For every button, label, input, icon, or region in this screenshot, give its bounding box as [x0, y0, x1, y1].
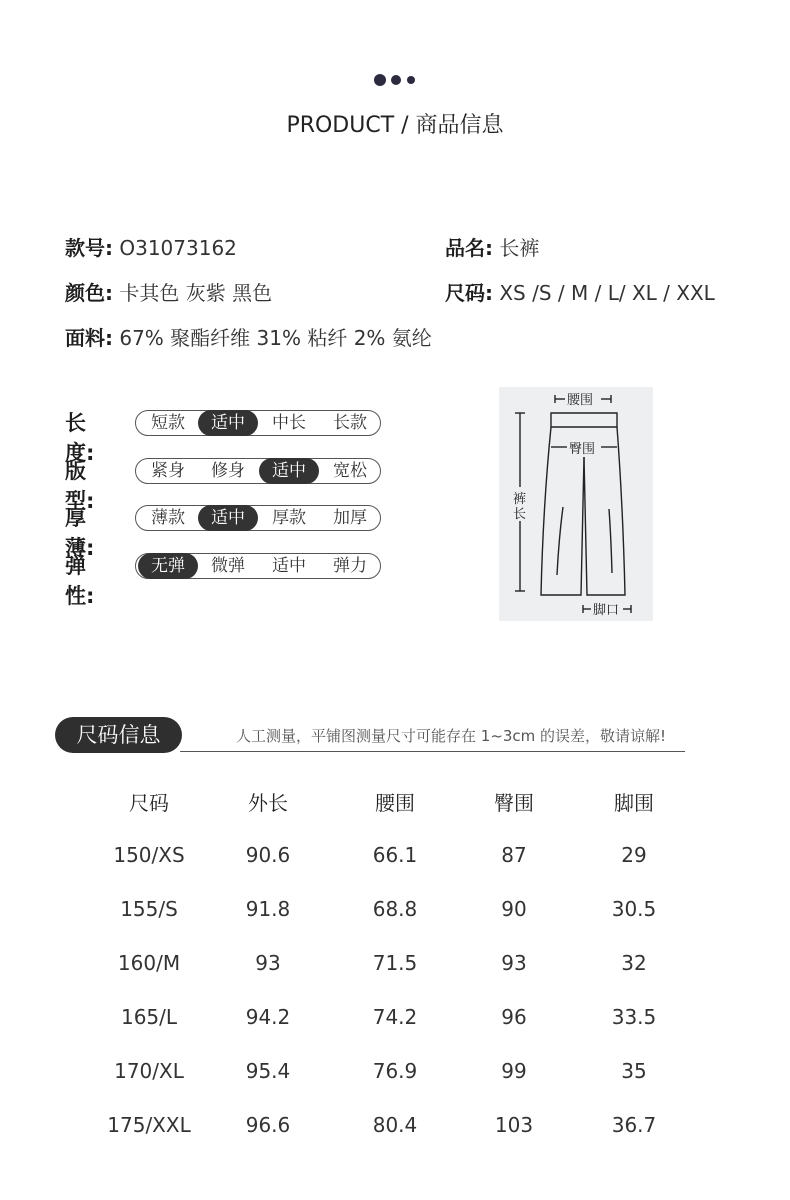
- option-scale: [135, 505, 381, 531]
- size-row: [445, 277, 715, 306]
- option-regular-selected: 适中: [259, 458, 319, 484]
- option-extra-thick: 加厚: [333, 508, 367, 528]
- length-label-top: 裤: [513, 492, 527, 507]
- style-number-label: 款号:: [65, 236, 113, 260]
- decorative-dots: [374, 73, 418, 87]
- option-thick: 厚款: [272, 508, 306, 528]
- option-short: 短款: [151, 413, 185, 433]
- cell-waist: 76.9: [372, 1059, 418, 1083]
- header-hem: 脚围: [614, 790, 654, 815]
- dot-icon: [391, 75, 401, 85]
- cell-size: 170/XL: [114, 1059, 184, 1083]
- cell-size: 150/XS: [113, 843, 185, 867]
- size-section-title: 尺码信息: [55, 717, 182, 753]
- cell-waist: 74.2: [372, 1005, 418, 1029]
- color-value: 卡其色 灰紫 黑色: [119, 281, 273, 305]
- cell-waist: 71.5: [372, 951, 418, 975]
- option-slim: 修身: [211, 461, 245, 481]
- fabric-value: 67% 聚酯纤维 31% 粘纤 2% 氨纶: [119, 326, 432, 350]
- cell-length: 95.4: [245, 1059, 291, 1083]
- cell-hem: 33.5: [611, 1005, 657, 1029]
- style-number-row: [65, 232, 237, 261]
- fabric-row: [65, 322, 432, 351]
- dot-icon: [374, 74, 386, 86]
- cell-hip: 103: [494, 1113, 534, 1137]
- option-medium-selected: 适中: [198, 505, 258, 531]
- header-length: 外长: [248, 790, 288, 815]
- header-size: 尺码: [129, 790, 169, 815]
- option-mid-long: 中长: [272, 413, 306, 433]
- pants-measurement-diagram: [499, 387, 653, 621]
- option-loose: 宽松: [333, 461, 367, 481]
- hem-label: 脚口: [593, 603, 620, 618]
- waist-label: 腰围: [567, 393, 594, 408]
- option-medium-selected: 适中: [198, 410, 258, 436]
- page-title: PRODUCT / 商品信息: [286, 113, 504, 138]
- option-slight-stretch: 微弹: [211, 556, 245, 576]
- cell-waist: 68.8: [372, 897, 418, 921]
- pants-sketch-icon: [499, 387, 653, 621]
- cell-size: 175/XXL: [107, 1113, 191, 1137]
- cell-waist: 66.1: [372, 843, 418, 867]
- size-table: [90, 774, 702, 1152]
- measurement-note: 人工测量，平铺图测量尺寸可能存在 1~3cm 的误差，敬请谅解!: [236, 727, 667, 745]
- cell-hem: 29: [621, 843, 647, 867]
- option-stretch: 弹力: [333, 556, 367, 576]
- cell-hip: 87: [501, 843, 527, 867]
- cell-hip: 93: [501, 951, 527, 975]
- length-label-bottom: 长: [513, 507, 527, 522]
- option-tight: 紧身: [151, 461, 185, 481]
- section-divider: [180, 751, 685, 752]
- size-value: XS /S / M / L/ XL / XXL: [499, 281, 715, 305]
- cell-hip: 96: [501, 1005, 527, 1029]
- cell-length: 91.8: [245, 897, 291, 921]
- cell-length: 94.2: [245, 1005, 291, 1029]
- option-scale: [135, 410, 381, 436]
- hip-label: 臀围: [569, 442, 596, 457]
- cell-hem: 30.5: [611, 897, 657, 921]
- cell-hip: 90: [501, 897, 527, 921]
- product-name-label: 品名:: [445, 236, 493, 260]
- option-long: 长款: [333, 413, 367, 433]
- header-waist: 腰围: [375, 790, 415, 815]
- option-thin: 薄款: [151, 508, 185, 528]
- cell-size: 165/L: [120, 1005, 178, 1029]
- table-row: [90, 882, 702, 936]
- option-scale: [135, 458, 381, 484]
- cell-length: 90.6: [245, 843, 291, 867]
- color-label: 颜色:: [65, 281, 113, 305]
- table-row: [90, 1044, 702, 1098]
- cell-length: 93: [255, 951, 281, 975]
- table-row: [90, 936, 702, 990]
- dot-icon: [407, 76, 415, 84]
- color-row: [65, 277, 272, 306]
- cell-hip: 99: [501, 1059, 527, 1083]
- product-name-value: 长裤: [499, 236, 540, 260]
- table-header-row: [90, 774, 702, 828]
- cell-hem: 35: [621, 1059, 647, 1083]
- size-label: 尺码:: [445, 281, 493, 305]
- attribute-label: 版型:: [65, 459, 95, 513]
- cell-size: 155/S: [120, 897, 178, 921]
- attribute-label: 长度:: [65, 411, 95, 465]
- option-no-stretch-selected: 无弹: [138, 553, 198, 579]
- option-medium-stretch: 适中: [272, 556, 306, 576]
- style-number-value: O31073162: [119, 236, 237, 260]
- fabric-label: 面料:: [65, 326, 113, 350]
- table-row: [90, 1098, 702, 1152]
- option-scale: [135, 553, 381, 579]
- cell-length: 96.6: [245, 1113, 291, 1137]
- attribute-label: 厚薄:: [65, 506, 95, 560]
- cell-hem: 32: [621, 951, 647, 975]
- table-row: [90, 990, 702, 1044]
- table-row: [90, 828, 702, 882]
- attribute-label: 弹性:: [65, 554, 95, 608]
- cell-waist: 80.4: [372, 1113, 418, 1137]
- header-hip: 臀围: [494, 790, 534, 815]
- cell-hem: 36.7: [611, 1113, 657, 1137]
- product-name-row: [445, 232, 539, 261]
- cell-size: 160/M: [117, 951, 181, 975]
